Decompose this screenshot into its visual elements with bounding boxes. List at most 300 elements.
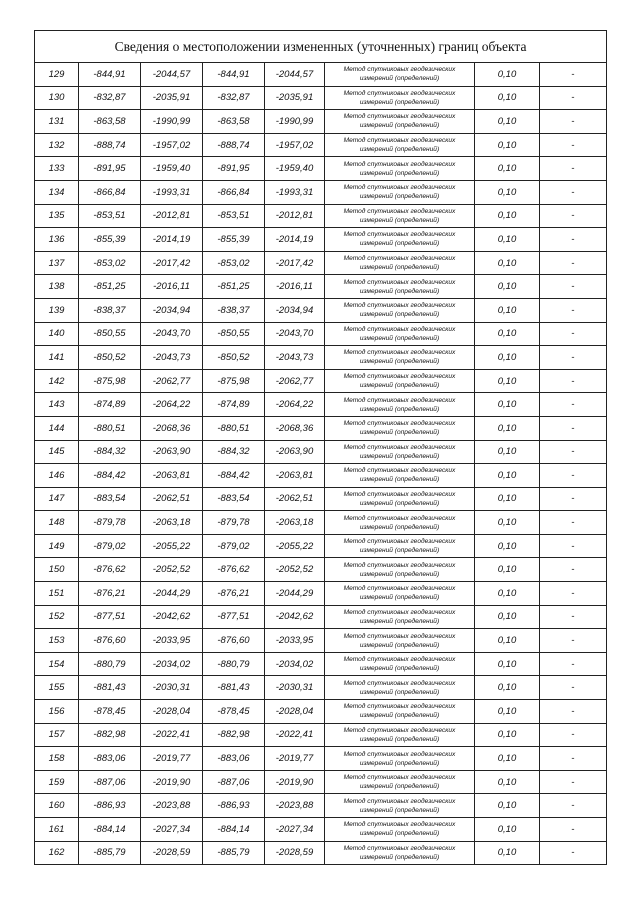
accuracy-cell: 0,10 xyxy=(475,228,540,252)
method-line-1: Метод спутниковых геодезических xyxy=(343,373,456,381)
refined-x-cell: -887,06 xyxy=(203,770,265,794)
method-cell xyxy=(325,63,475,87)
refined-y-cell: -1993,31 xyxy=(265,180,325,204)
accuracy-cell: 0,10 xyxy=(475,723,540,747)
refined-y-cell: -2042,62 xyxy=(265,605,325,629)
method-line-1: Метод спутниковых геодезических xyxy=(343,585,456,593)
method-line-1: Метод спутниковых геодезических xyxy=(343,160,456,168)
existing-y-cell: -2033,95 xyxy=(141,629,203,653)
extra-cell: - xyxy=(540,770,607,794)
refined-x-cell: -832,87 xyxy=(203,86,265,110)
accuracy-cell: 0,10 xyxy=(475,511,540,535)
boundary-coordinates-table xyxy=(34,30,607,865)
method-cell xyxy=(325,487,475,511)
point-number-cell: 140 xyxy=(35,322,79,346)
method-line-2: измерений (определений) xyxy=(359,759,440,767)
existing-x-cell: -883,06 xyxy=(79,747,141,771)
existing-y-cell: -2028,59 xyxy=(141,841,203,865)
method-line-1: Метод спутниковых геодезических xyxy=(343,302,456,310)
existing-x-cell: -877,51 xyxy=(79,605,141,629)
refined-x-cell: -880,51 xyxy=(203,416,265,440)
method-line-2: измерений (определений) xyxy=(359,594,440,602)
method-line-1: Метод спутниковых геодезических xyxy=(343,750,456,758)
accuracy-cell: 0,10 xyxy=(475,464,540,488)
extra-cell: - xyxy=(540,440,607,464)
refined-y-cell: -2064,22 xyxy=(265,393,325,417)
existing-x-cell: -853,51 xyxy=(79,204,141,228)
refined-x-cell: -879,02 xyxy=(203,534,265,558)
existing-x-cell: -885,79 xyxy=(79,841,141,865)
point-number-cell: 137 xyxy=(35,251,79,275)
accuracy-cell: 0,10 xyxy=(475,676,540,700)
accuracy-cell: 0,10 xyxy=(475,582,540,606)
table-row xyxy=(35,110,607,134)
refined-x-cell: -883,54 xyxy=(203,487,265,511)
point-number-cell: 159 xyxy=(35,770,79,794)
refined-x-cell: -891,95 xyxy=(203,157,265,181)
refined-y-cell: -2028,04 xyxy=(265,700,325,724)
accuracy-cell: 0,10 xyxy=(475,157,540,181)
refined-x-cell: -885,79 xyxy=(203,841,265,865)
point-number-cell: 141 xyxy=(35,346,79,370)
method-line-1: Метод спутниковых геодезических xyxy=(343,278,456,286)
existing-y-cell: -2023,88 xyxy=(141,794,203,818)
method-line-1: Метод спутниковых геодезических xyxy=(343,561,456,569)
method-line-2: измерений (определений) xyxy=(359,382,440,390)
extra-cell: - xyxy=(540,511,607,535)
method-cell xyxy=(325,700,475,724)
extra-cell: - xyxy=(540,346,607,370)
refined-y-cell: -2062,51 xyxy=(265,487,325,511)
extra-cell: - xyxy=(540,676,607,700)
method-cell xyxy=(325,346,475,370)
method-line-2: измерений (определений) xyxy=(359,358,440,366)
refined-y-cell: -2062,77 xyxy=(265,369,325,393)
accuracy-cell: 0,10 xyxy=(475,369,540,393)
table-row xyxy=(35,676,607,700)
extra-cell: - xyxy=(540,322,607,346)
refined-x-cell: -875,98 xyxy=(203,369,265,393)
table-row xyxy=(35,558,607,582)
method-line-2: измерений (определений) xyxy=(359,334,440,342)
table-body xyxy=(35,63,607,865)
point-number-cell: 138 xyxy=(35,275,79,299)
accuracy-cell: 0,10 xyxy=(475,322,540,346)
table-row xyxy=(35,464,607,488)
extra-cell: - xyxy=(540,582,607,606)
refined-y-cell: -2063,81 xyxy=(265,464,325,488)
refined-y-cell: -1957,02 xyxy=(265,133,325,157)
method-line-1: Метод спутниковых геодезических xyxy=(343,420,456,428)
existing-y-cell: -1957,02 xyxy=(141,133,203,157)
method-line-2: измерений (определений) xyxy=(359,783,440,791)
accuracy-cell: 0,10 xyxy=(475,298,540,322)
table-row xyxy=(35,416,607,440)
accuracy-cell: 0,10 xyxy=(475,605,540,629)
method-line-1: Метод спутниковых геодезических xyxy=(343,490,456,498)
table-row xyxy=(35,841,607,865)
method-line-2: измерений (определений) xyxy=(359,853,440,861)
refined-y-cell: -2068,36 xyxy=(265,416,325,440)
method-line-1: Метод спутниковых геодезических xyxy=(343,632,456,640)
point-number-cell: 132 xyxy=(35,133,79,157)
point-number-cell: 151 xyxy=(35,582,79,606)
accuracy-cell: 0,10 xyxy=(475,652,540,676)
refined-x-cell: -844,91 xyxy=(203,63,265,87)
existing-y-cell: -2063,90 xyxy=(141,440,203,464)
existing-y-cell: -2063,18 xyxy=(141,511,203,535)
table-row xyxy=(35,346,607,370)
existing-x-cell: -881,43 xyxy=(79,676,141,700)
refined-y-cell: -1990,99 xyxy=(265,110,325,134)
existing-y-cell: -2012,81 xyxy=(141,204,203,228)
method-cell xyxy=(325,629,475,653)
refined-y-cell: -2063,90 xyxy=(265,440,325,464)
refined-x-cell: -874,89 xyxy=(203,393,265,417)
method-cell xyxy=(325,228,475,252)
existing-x-cell: -855,39 xyxy=(79,228,141,252)
table-row xyxy=(35,63,607,87)
table-row xyxy=(35,275,607,299)
accuracy-cell: 0,10 xyxy=(475,440,540,464)
method-line-1: Метод спутниковых геодезических xyxy=(343,538,456,546)
refined-x-cell: -853,02 xyxy=(203,251,265,275)
method-line-1: Метод спутниковых геодезических xyxy=(343,774,456,782)
table-row xyxy=(35,747,607,771)
method-cell xyxy=(325,133,475,157)
extra-cell: - xyxy=(540,393,607,417)
method-line-1: Метод спутниковых геодезических xyxy=(343,89,456,97)
point-number-cell: 150 xyxy=(35,558,79,582)
existing-x-cell: -838,37 xyxy=(79,298,141,322)
method-line-2: измерений (определений) xyxy=(359,193,440,201)
refined-y-cell: -2012,81 xyxy=(265,204,325,228)
point-number-cell: 161 xyxy=(35,818,79,842)
table-row xyxy=(35,204,607,228)
extra-cell: - xyxy=(540,180,607,204)
refined-x-cell: -876,21 xyxy=(203,582,265,606)
accuracy-cell: 0,10 xyxy=(475,393,540,417)
refined-x-cell: -882,98 xyxy=(203,723,265,747)
extra-cell: - xyxy=(540,794,607,818)
method-line-1: Метод спутниковых геодезических xyxy=(343,66,456,74)
table-row xyxy=(35,298,607,322)
refined-y-cell: -2052,52 xyxy=(265,558,325,582)
method-cell xyxy=(325,393,475,417)
method-cell xyxy=(325,534,475,558)
accuracy-cell: 0,10 xyxy=(475,110,540,134)
accuracy-cell: 0,10 xyxy=(475,180,540,204)
accuracy-cell: 0,10 xyxy=(475,204,540,228)
point-number-cell: 158 xyxy=(35,747,79,771)
point-number-cell: 133 xyxy=(35,157,79,181)
extra-cell: - xyxy=(540,204,607,228)
point-number-cell: 154 xyxy=(35,652,79,676)
point-number-cell: 129 xyxy=(35,63,79,87)
accuracy-cell: 0,10 xyxy=(475,841,540,865)
refined-y-cell: -2017,42 xyxy=(265,251,325,275)
refined-x-cell: -883,06 xyxy=(203,747,265,771)
method-cell xyxy=(325,558,475,582)
refined-y-cell: -2028,59 xyxy=(265,841,325,865)
existing-x-cell: -880,51 xyxy=(79,416,141,440)
accuracy-cell: 0,10 xyxy=(475,794,540,818)
method-line-2: измерений (определений) xyxy=(359,240,440,248)
existing-x-cell: -875,98 xyxy=(79,369,141,393)
refined-y-cell: -2043,73 xyxy=(265,346,325,370)
method-line-1: Метод спутниковых геодезических xyxy=(343,137,456,145)
extra-cell: - xyxy=(540,275,607,299)
method-line-2: измерений (определений) xyxy=(359,452,440,460)
accuracy-cell: 0,10 xyxy=(475,346,540,370)
refined-y-cell: -2019,77 xyxy=(265,747,325,771)
refined-y-cell: -2034,02 xyxy=(265,652,325,676)
existing-y-cell: -2014,19 xyxy=(141,228,203,252)
accuracy-cell: 0,10 xyxy=(475,629,540,653)
existing-y-cell: -2043,70 xyxy=(141,322,203,346)
extra-cell: - xyxy=(540,629,607,653)
method-line-1: Метод спутниковых геодезических xyxy=(343,844,456,852)
extra-cell: - xyxy=(540,228,607,252)
refined-y-cell: -2023,88 xyxy=(265,794,325,818)
existing-y-cell: -2019,90 xyxy=(141,770,203,794)
refined-y-cell: -2044,29 xyxy=(265,582,325,606)
existing-y-cell: -2035,91 xyxy=(141,86,203,110)
existing-y-cell: -2044,29 xyxy=(141,582,203,606)
extra-cell: - xyxy=(540,723,607,747)
table-row xyxy=(35,393,607,417)
refined-x-cell: -884,32 xyxy=(203,440,265,464)
refined-y-cell: -2055,22 xyxy=(265,534,325,558)
table-row xyxy=(35,369,607,393)
method-line-1: Метод спутниковых геодезических xyxy=(343,703,456,711)
existing-x-cell: -876,21 xyxy=(79,582,141,606)
method-line-2: измерений (определений) xyxy=(359,429,440,437)
extra-cell: - xyxy=(540,747,607,771)
existing-x-cell: -883,54 xyxy=(79,487,141,511)
point-number-cell: 144 xyxy=(35,416,79,440)
point-number-cell: 146 xyxy=(35,464,79,488)
extra-cell: - xyxy=(540,157,607,181)
method-line-2: измерений (определений) xyxy=(359,122,440,130)
method-line-1: Метод спутниковых геодезических xyxy=(343,467,456,475)
refined-y-cell: -2044,57 xyxy=(265,63,325,87)
existing-y-cell: -2068,36 xyxy=(141,416,203,440)
existing-y-cell: -1990,99 xyxy=(141,110,203,134)
refined-y-cell: -2035,91 xyxy=(265,86,325,110)
existing-x-cell: -887,06 xyxy=(79,770,141,794)
existing-x-cell: -863,58 xyxy=(79,110,141,134)
existing-x-cell: -886,93 xyxy=(79,794,141,818)
method-line-1: Метод спутниковых геодезических xyxy=(343,821,456,829)
method-line-1: Метод спутниковых геодезических xyxy=(343,443,456,451)
refined-x-cell: -876,60 xyxy=(203,629,265,653)
existing-x-cell: -879,78 xyxy=(79,511,141,535)
accuracy-cell: 0,10 xyxy=(475,86,540,110)
method-line-1: Метод спутниковых геодезических xyxy=(343,679,456,687)
existing-y-cell: -2016,11 xyxy=(141,275,203,299)
point-number-cell: 148 xyxy=(35,511,79,535)
existing-y-cell: -2064,22 xyxy=(141,393,203,417)
method-cell xyxy=(325,86,475,110)
method-line-1: Метод спутниковых геодезических xyxy=(343,514,456,522)
method-line-1: Метод спутниковых геодезических xyxy=(343,184,456,192)
method-cell xyxy=(325,511,475,535)
method-cell xyxy=(325,416,475,440)
method-cell xyxy=(325,652,475,676)
method-cell xyxy=(325,369,475,393)
extra-cell: - xyxy=(540,700,607,724)
method-line-1: Метод спутниковых геодезических xyxy=(343,608,456,616)
point-number-cell: 134 xyxy=(35,180,79,204)
method-cell xyxy=(325,818,475,842)
method-line-2: измерений (определений) xyxy=(359,712,440,720)
refined-x-cell: -886,93 xyxy=(203,794,265,818)
extra-cell: - xyxy=(540,251,607,275)
method-cell xyxy=(325,440,475,464)
refined-x-cell: -880,79 xyxy=(203,652,265,676)
table-row xyxy=(35,511,607,535)
table-row xyxy=(35,794,607,818)
existing-y-cell: -2062,77 xyxy=(141,369,203,393)
accuracy-cell: 0,10 xyxy=(475,416,540,440)
method-cell xyxy=(325,841,475,865)
point-number-cell: 152 xyxy=(35,605,79,629)
table-row xyxy=(35,322,607,346)
method-cell xyxy=(325,275,475,299)
existing-x-cell: -851,25 xyxy=(79,275,141,299)
method-cell xyxy=(325,464,475,488)
existing-x-cell: -891,95 xyxy=(79,157,141,181)
existing-x-cell: -832,87 xyxy=(79,86,141,110)
refined-y-cell: -2016,11 xyxy=(265,275,325,299)
method-line-1: Метод спутниковых геодезических xyxy=(343,349,456,357)
method-cell xyxy=(325,582,475,606)
refined-x-cell: -876,62 xyxy=(203,558,265,582)
existing-x-cell: -884,14 xyxy=(79,818,141,842)
method-line-2: измерений (определений) xyxy=(359,169,440,177)
point-number-cell: 142 xyxy=(35,369,79,393)
table-row xyxy=(35,133,607,157)
table-title: Сведения о местоположении измененных (уточненных) границ объекта xyxy=(35,31,607,63)
method-cell xyxy=(325,747,475,771)
method-line-1: Метод спутниковых геодезических xyxy=(343,325,456,333)
point-number-cell: 139 xyxy=(35,298,79,322)
refined-x-cell: -851,25 xyxy=(203,275,265,299)
refined-x-cell: -853,51 xyxy=(203,204,265,228)
refined-y-cell: -2034,94 xyxy=(265,298,325,322)
refined-x-cell: -850,55 xyxy=(203,322,265,346)
accuracy-cell: 0,10 xyxy=(475,700,540,724)
method-cell xyxy=(325,322,475,346)
extra-cell: - xyxy=(540,464,607,488)
existing-x-cell: -884,32 xyxy=(79,440,141,464)
method-line-2: измерений (определений) xyxy=(359,98,440,106)
existing-y-cell: -2017,42 xyxy=(141,251,203,275)
table-row xyxy=(35,180,607,204)
accuracy-cell: 0,10 xyxy=(475,747,540,771)
table-row xyxy=(35,629,607,653)
document-sheet xyxy=(34,30,606,865)
point-number-cell: 162 xyxy=(35,841,79,865)
method-cell xyxy=(325,605,475,629)
refined-x-cell: -850,52 xyxy=(203,346,265,370)
extra-cell: - xyxy=(540,818,607,842)
existing-y-cell: -2027,34 xyxy=(141,818,203,842)
existing-x-cell: -866,84 xyxy=(79,180,141,204)
method-line-1: Метод спутниковых геодезических xyxy=(343,726,456,734)
table-row xyxy=(35,251,607,275)
method-cell xyxy=(325,110,475,134)
point-number-cell: 143 xyxy=(35,393,79,417)
table-row xyxy=(35,582,607,606)
extra-cell: - xyxy=(540,487,607,511)
existing-x-cell: -850,55 xyxy=(79,322,141,346)
method-line-2: измерений (определений) xyxy=(359,264,440,272)
refined-y-cell: -2063,18 xyxy=(265,511,325,535)
extra-cell: - xyxy=(540,369,607,393)
existing-x-cell: -874,89 xyxy=(79,393,141,417)
existing-y-cell: -2028,04 xyxy=(141,700,203,724)
method-cell xyxy=(325,723,475,747)
existing-x-cell: -844,91 xyxy=(79,63,141,87)
refined-y-cell: -2019,90 xyxy=(265,770,325,794)
method-cell xyxy=(325,794,475,818)
point-number-cell: 145 xyxy=(35,440,79,464)
method-line-2: измерений (определений) xyxy=(359,287,440,295)
existing-y-cell: -2030,31 xyxy=(141,676,203,700)
method-line-2: измерений (определений) xyxy=(359,665,440,673)
existing-y-cell: -2063,81 xyxy=(141,464,203,488)
existing-y-cell: -1959,40 xyxy=(141,157,203,181)
method-line-2: измерений (определений) xyxy=(359,499,440,507)
method-cell xyxy=(325,157,475,181)
existing-x-cell: -876,62 xyxy=(79,558,141,582)
method-line-1: Метод спутниковых геодезических xyxy=(343,231,456,239)
point-number-cell: 153 xyxy=(35,629,79,653)
existing-y-cell: -2052,52 xyxy=(141,558,203,582)
extra-cell: - xyxy=(540,416,607,440)
accuracy-cell: 0,10 xyxy=(475,133,540,157)
table-row xyxy=(35,228,607,252)
existing-x-cell: -888,74 xyxy=(79,133,141,157)
method-line-2: измерений (определений) xyxy=(359,476,440,484)
method-line-2: измерений (определений) xyxy=(359,806,440,814)
method-line-2: измерений (определений) xyxy=(359,735,440,743)
refined-x-cell: -884,14 xyxy=(203,818,265,842)
method-cell xyxy=(325,298,475,322)
point-number-cell: 135 xyxy=(35,204,79,228)
refined-y-cell: -2022,41 xyxy=(265,723,325,747)
refined-x-cell: -838,37 xyxy=(203,298,265,322)
method-line-1: Метод спутниковых геодезических xyxy=(343,797,456,805)
existing-y-cell: -2034,94 xyxy=(141,298,203,322)
table-row xyxy=(35,534,607,558)
refined-x-cell: -877,51 xyxy=(203,605,265,629)
point-number-cell: 157 xyxy=(35,723,79,747)
extra-cell: - xyxy=(540,86,607,110)
method-line-1: Метод спутниковых геодезических xyxy=(343,396,456,404)
point-number-cell: 155 xyxy=(35,676,79,700)
point-number-cell: 131 xyxy=(35,110,79,134)
table-row xyxy=(35,818,607,842)
method-line-2: измерений (определений) xyxy=(359,75,440,83)
accuracy-cell: 0,10 xyxy=(475,63,540,87)
refined-x-cell: -863,58 xyxy=(203,110,265,134)
method-cell xyxy=(325,251,475,275)
extra-cell: - xyxy=(540,63,607,87)
method-line-2: измерений (определений) xyxy=(359,830,440,838)
